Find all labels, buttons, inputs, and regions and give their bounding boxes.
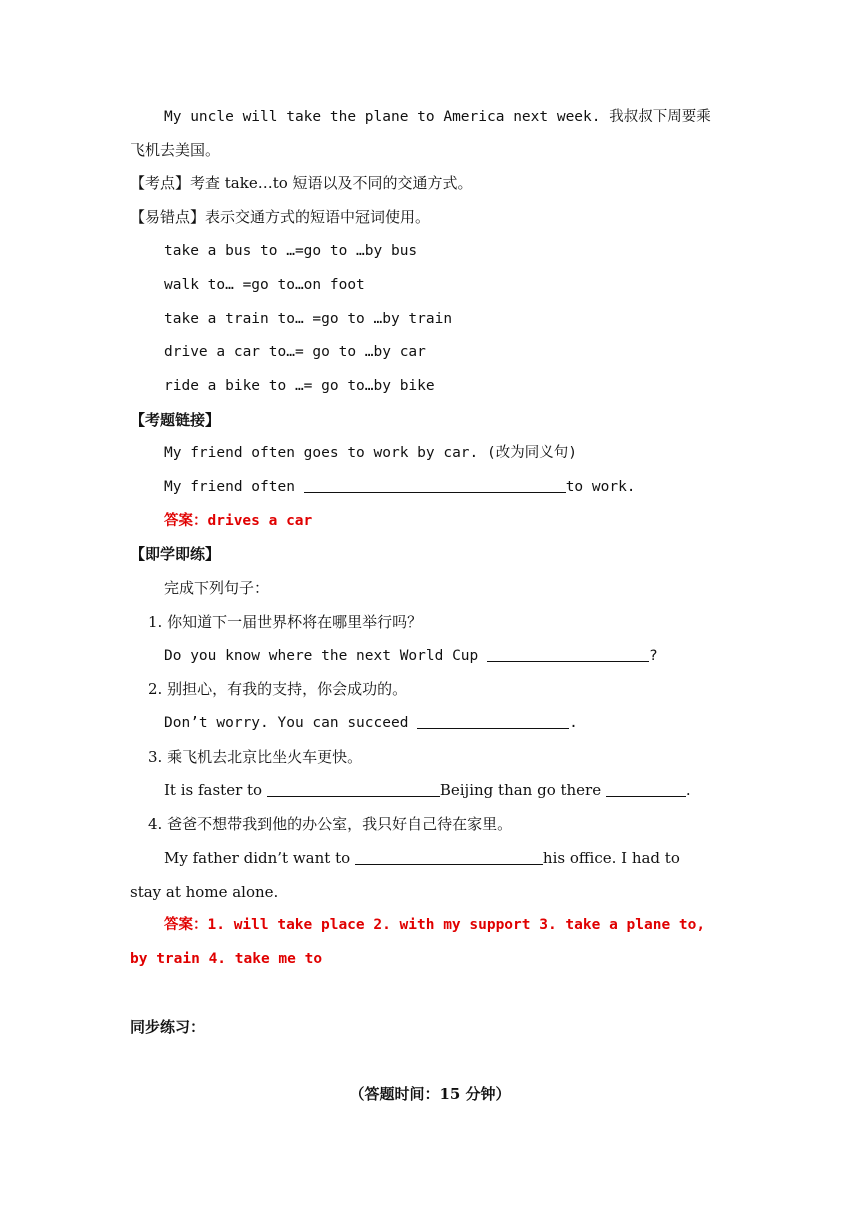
exam-link-heading: 【考题链接】 <box>130 411 221 429</box>
practice-item-4-continuation: stay at home alone. <box>130 883 279 901</box>
practice-item-1-english: Do you know where the next World Cup ? <box>164 648 658 664</box>
practice-item-2-english: Don’t worry. You can succeed . <box>164 715 578 731</box>
answer-time-note: （答题时间：15 分钟） <box>349 1085 511 1103</box>
practice-instruction: 完成下列句子： <box>164 579 270 597</box>
example-sentence-continuation: 飞机去美国。 <box>130 141 221 159</box>
practice-item-4-english: My father didn’t want to his office. I had to <box>164 849 680 867</box>
answer-blank[interactable] <box>267 782 440 797</box>
answer-blank[interactable] <box>417 714 569 729</box>
practice-item-4-chinese: 4. 爸爸不想带我到他的办公室，我只好自己待在家里。 <box>148 815 513 833</box>
phrase-example-car: drive a car to…= go to …by car <box>164 344 426 360</box>
yicuodian-heading: 【易错点】表示交通方式的短语中冠词使用。 <box>130 208 431 226</box>
practice-answer-continuation: by train 4. take me to <box>130 951 323 967</box>
answer-blank[interactable] <box>606 782 686 797</box>
exam-answer: 答案：drives a car <box>164 513 313 529</box>
answer-blank[interactable] <box>304 478 566 493</box>
phrase-example-bike: ride a bike to …= go to…by bike <box>164 378 435 394</box>
example-sentence-line: My uncle will take the plane to America next week. 我叔叔下周要乘 <box>164 109 711 125</box>
practice-item-2-chinese: 2. 别担心，有我的支持，你会成功的。 <box>148 680 408 698</box>
phrase-example-foot: walk to… =go to…on foot <box>164 277 365 293</box>
practice-heading: 【即学即练】 <box>130 545 221 563</box>
practice-item-3-english: It is faster to Beijing than go there . <box>164 781 691 799</box>
kaodian-heading: 【考点】考查 take…to 短语以及不同的交通方式。 <box>130 174 473 192</box>
exam-question: My friend often goes to work by car. (改为同义句) <box>164 445 577 461</box>
practice-item-3-chinese: 3. 乘飞机去北京比坐火车更快。 <box>148 748 363 766</box>
answer-blank[interactable] <box>355 850 543 865</box>
practice-item-1-chinese: 1. 你知道下一届世界杯将在哪里举行吗？ <box>148 613 423 631</box>
phrase-example-train: take a train to… =go to …by train <box>164 311 453 327</box>
sync-practice-heading: 同步练习： <box>130 1018 206 1036</box>
phrase-example-bus: take a bus to …=go to …by bus <box>164 243 418 259</box>
exam-question-blank-line: My friend often to work. <box>164 479 636 495</box>
answer-blank[interactable] <box>487 647 649 662</box>
practice-answer: 答案：1. will take place 2. with my support 3. take a plane to, <box>164 917 706 933</box>
